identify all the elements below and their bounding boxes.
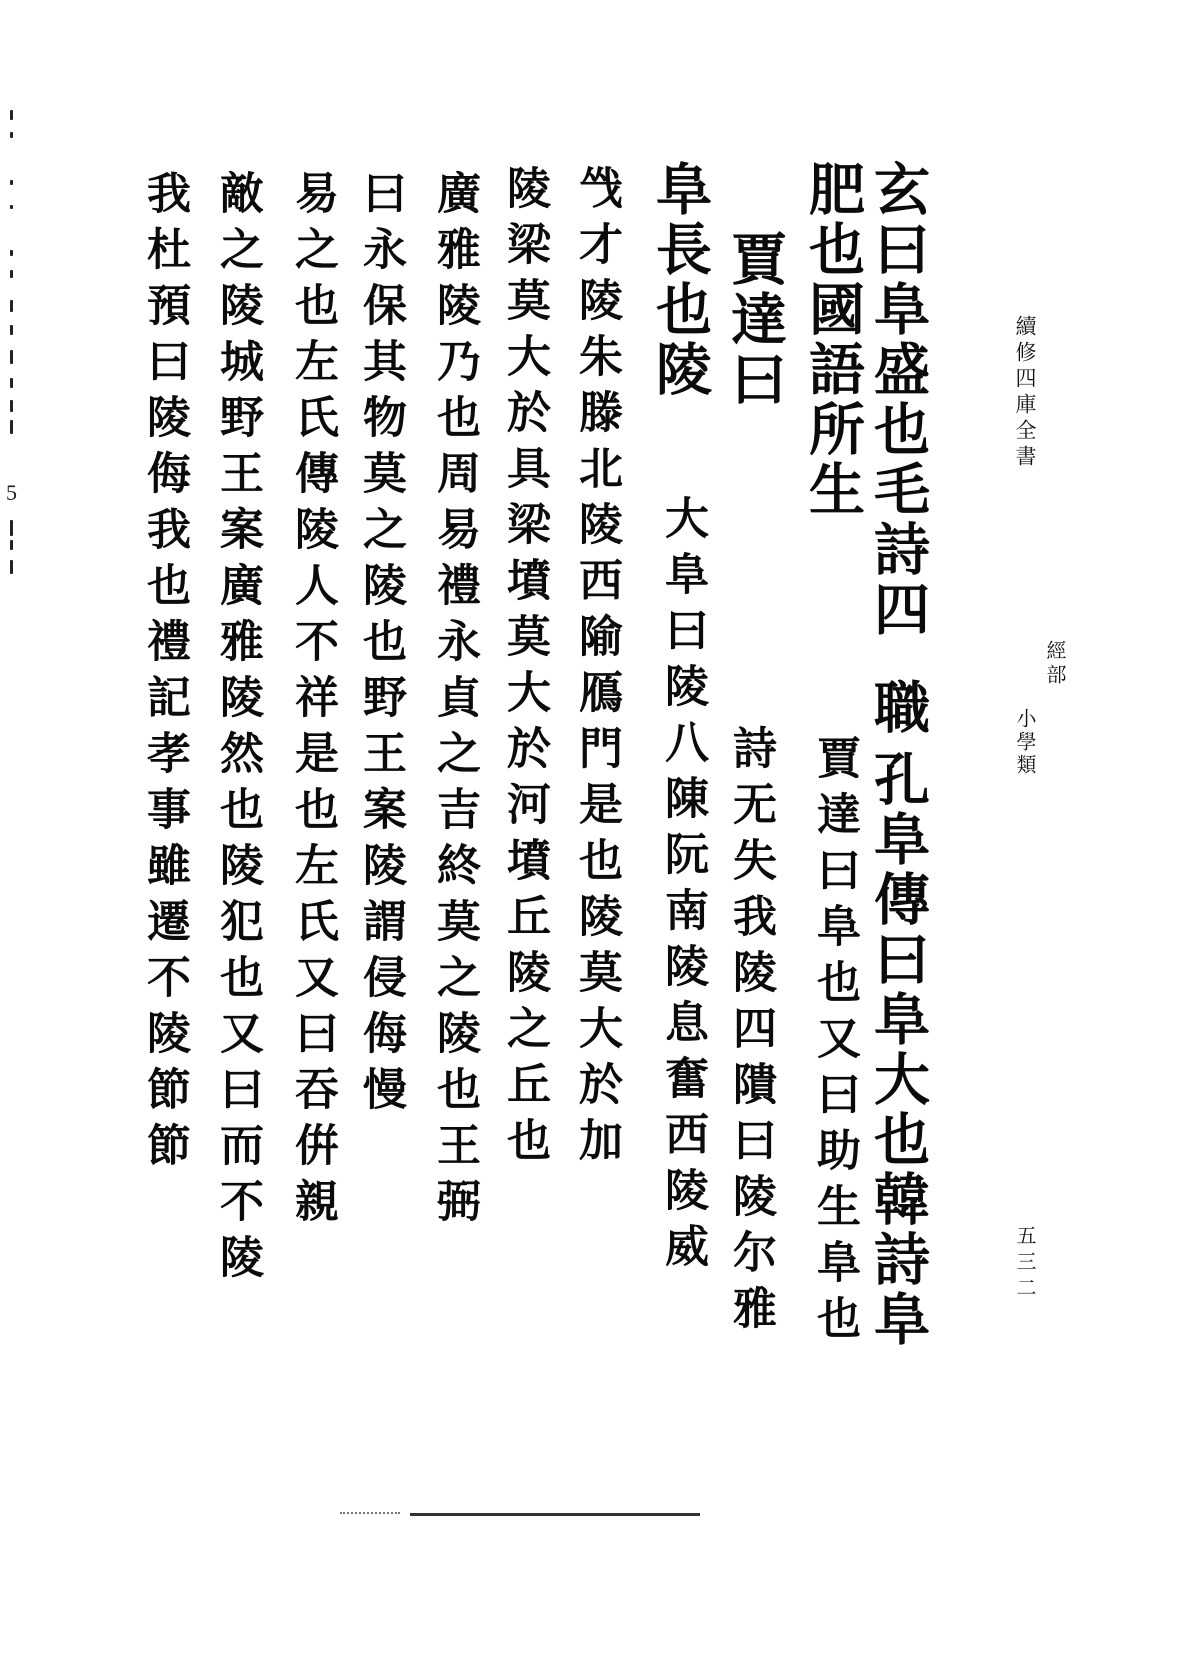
text-column-8: 廣雅陵乃也周易禮永貞之吉終莫之陵也王弼 <box>429 170 480 1234</box>
binding-page-mark: 5 <box>6 480 17 505</box>
text-column-6: 㦰才陵朱滕北陵西隃鴈門是也陵莫大於加 <box>571 165 622 1173</box>
text-column-2: 肥也國語所生 <box>800 160 866 520</box>
bottom-rule-line <box>410 1513 700 1516</box>
text-column-4b: 大阜曰陵八陳阮南陵息奮西陵威 <box>657 495 708 1279</box>
text-column-9: 曰永保其物莫之陵也野王案陵謂侵侮慢 <box>355 170 406 1122</box>
subsection-label: 小學類 <box>1013 708 1037 777</box>
text-column-1c: 孔阜傳曰阜大也韓詩阜 <box>865 750 931 1350</box>
text-column-11: 敵之陵城野王案廣雅陵然也陵犯也又曰而不陵 <box>212 170 263 1290</box>
binding-margin-marks <box>6 110 20 730</box>
section-label: 經部 <box>1043 640 1067 688</box>
text-column-10: 易之也左氏傳陵人不祥是也左氏又曰吞倂親 <box>287 170 338 1234</box>
text-column-5: 詩无失我陵四隤曰陵尔雅 <box>725 725 776 1341</box>
text-column-1: 玄曰阜盛也毛詩四 <box>865 160 931 640</box>
text-column-2b: 賈達曰阜也又曰助生阜也 <box>809 735 860 1351</box>
text-column-7: 陵梁莫大於具梁墳莫大於河墳丘陵之丘也 <box>499 165 550 1173</box>
bottom-dotted-mark <box>340 1512 400 1516</box>
text-column-12: 我杜預曰陵侮我也禮記孝事雖遷不陵節節 <box>139 170 190 1178</box>
text-column-4: 阜長也陵 <box>647 160 713 400</box>
text-column-3: 賈達曰 <box>722 230 788 410</box>
page-number: 五三二 <box>1013 1225 1037 1303</box>
book-title: 續修四庫全書 <box>1013 315 1037 471</box>
text-column-1b: 職 <box>865 678 931 738</box>
